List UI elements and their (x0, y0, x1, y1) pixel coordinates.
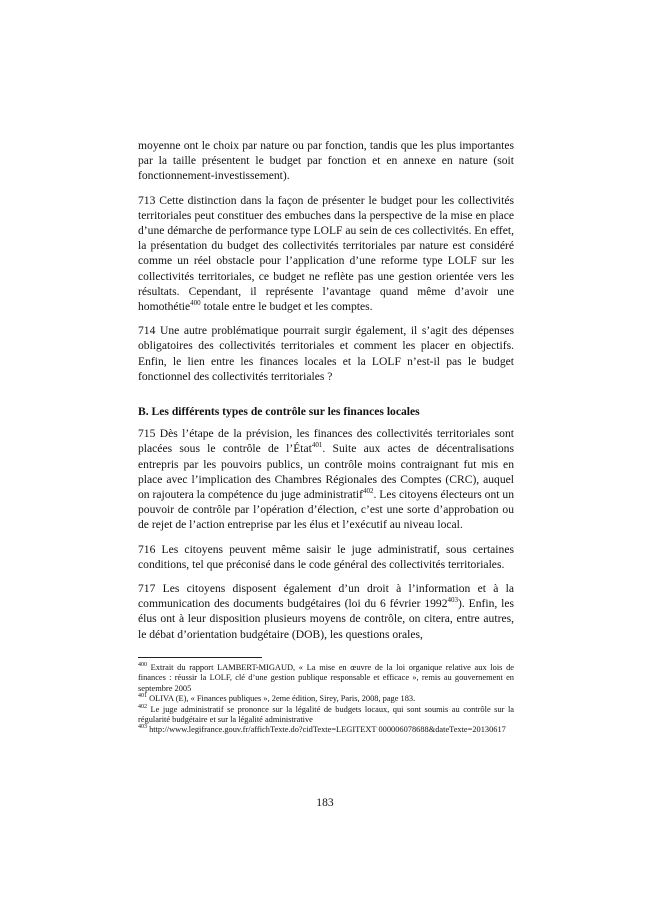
paragraph (138, 193, 514, 315)
paragraph (138, 581, 514, 642)
page-number: 183 (316, 796, 334, 809)
body-text (138, 138, 514, 384)
paragraph-text: . Suite aux actes de décentralisations entrepris par les pouvoirs publics, un contrôle moins contraignant fut mis en place avec l’implication des Chambres Régionales des Comptes (CRC), auquel on rajoutera la compétence du juge administratif (138, 442, 514, 502)
paragraph-text: totale entre le budget et les comptes. (200, 300, 373, 314)
footnote-number: 403 (138, 724, 147, 731)
footnotes (138, 663, 514, 736)
footnote-text: OLIVA (E), « Finances publiques », 2eme édition, Sirey, Paris, 2008, page 183. (147, 694, 416, 704)
page-body (138, 138, 514, 736)
footnote-number: 400 (138, 662, 147, 669)
footnote-ref[interactable]: 400 (190, 299, 201, 308)
paragraph-text: 717 Les citoyens disposent également d’un droit à l’information et à la communication des documents budgétaires (loi du 6 février 1992 (138, 582, 514, 611)
paragraph (138, 138, 514, 184)
footnote-text: Extrait du rapport LAMBERT-MIGAUD, « La mise en œuvre de la loi organique relative aux lois de finances : réussir la LOLF, clé d’une gestion publique responsable et efficace », remis au gouvernement en septembre 2005 (138, 662, 514, 693)
footnote (138, 725, 514, 735)
footnote (138, 663, 514, 694)
footnote-text: http://www.legifrance.gouv.fr/affichTexte.do?cidTexte=LEGITEXT 000006078688&dateTexte=20130617 (147, 725, 506, 735)
paragraph-text: moyenne ont le choix par nature ou par fonction, tandis que les plus importantes par la taille présentent le budget par fonction et en annexe en nature (soit fonctionnement-investissement). (138, 139, 514, 183)
paragraph-text: 716 Les citoyens peuvent même saisir le juge administratif, sous certaines conditions, tel que préconisé dans le code général des collectivités territoriales. (138, 542, 514, 571)
footnote (138, 705, 514, 726)
footnote-number: 402 (138, 703, 147, 710)
footnote-separator (138, 657, 262, 658)
footnote-text: Le juge administratif se prononce sur la légalité de budgets locaux, qui sont soumis au contrôle sur la régularité budgétaire et sur la légalité administrative (138, 704, 514, 724)
paragraph-text: 715 Dès l’étape de la prévision, les finances des collectivités territoriales sont placées sous le contrôle de l’État (138, 427, 514, 456)
footnote-number: 401 (138, 693, 147, 700)
footnote (138, 694, 514, 704)
paragraph (138, 426, 514, 532)
paragraph-text: ). Enfin, les élus ont à leur disposition plusieurs moyens de contrôle, on citera, entre autres, le débat d’orientation budgétaire (DOB), les questions orales, (138, 597, 515, 641)
paragraph (138, 323, 514, 384)
paragraph-text: 713 Cette distinction dans la façon de présenter le budget pour les collectivités territoriales peut constituer des embuches dans la perspective de la mise en place d’une démarche de performance type LOLF au sein de ces collectivités. En effet, la présentation du budget des collectivités territoriales par nature est considéré comme un réel obstacle pour l’application d’une reforme type LOLF sur les collectivités territoriales, ce budget ne reflète pas une gestion orientée vers les résultats. Cependant, il représente l’avantage quand même d’avoir une homothétie (138, 193, 514, 314)
footnote-ref[interactable]: 401 (311, 441, 323, 450)
paragraph-text: 714 Une autre problématique pourrait surgir également, il s’agit des dépenses obligatoires des collectivités territoriales et comment les placer en objectifs. Enfin, le lien entre les finances locales et la LOLF n’est-il pas le budget fonctionnel des collectivités territoriales ? (138, 324, 514, 383)
section-body-text (138, 426, 514, 642)
paragraph-text: . Les citoyens électeurs ont un pouvoir de contrôle par l’opération d’élection, c’est une sorte d’approbation ou de rejet de l’action entreprise par les élus et l’exécutif au niveau local. (138, 488, 514, 532)
paragraph (138, 542, 514, 572)
section-heading: B. Les différents types de contrôle sur les finances locales (138, 405, 420, 419)
footnote-ref[interactable]: 402 (362, 487, 374, 496)
footnote-ref[interactable]: 403 (447, 596, 459, 605)
